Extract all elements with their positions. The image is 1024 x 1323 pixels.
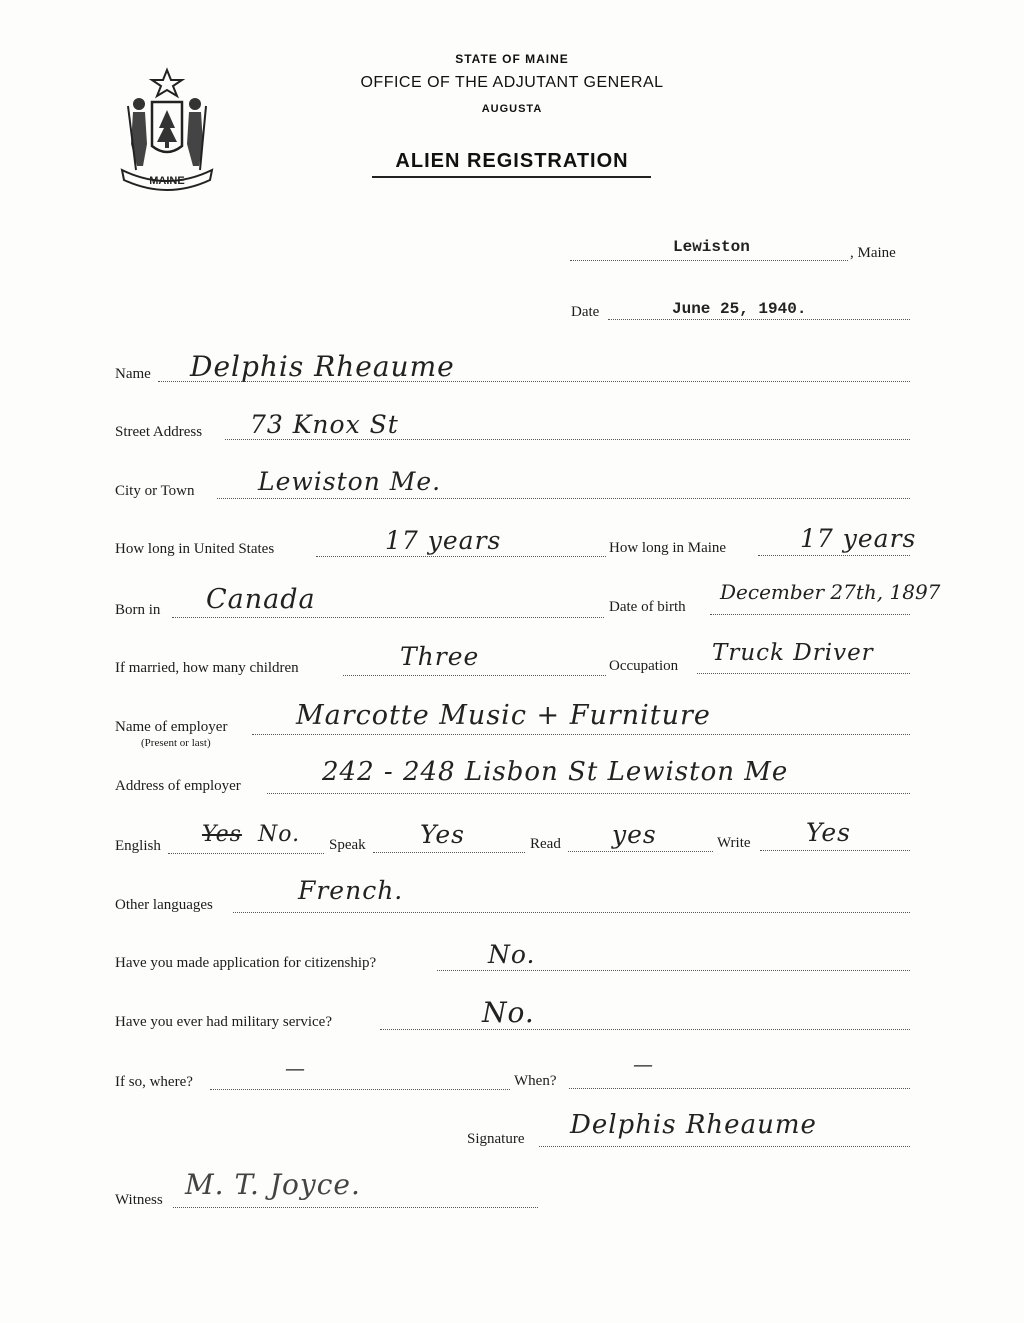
date-value: June 25, 1940. [672, 300, 807, 318]
dob-label: Date of birth [609, 599, 686, 615]
form-title: ALIEN REGISTRATION [395, 150, 629, 172]
date-label: Date [571, 304, 600, 320]
title-underline [372, 176, 651, 178]
read-label: Read [530, 836, 561, 852]
employer-address-label: Address of employer [115, 778, 241, 794]
where-value: — [285, 1056, 306, 1080]
english-value: No. [258, 822, 301, 847]
read-value: yes [612, 820, 657, 849]
occupation-label: Occupation [609, 658, 679, 674]
signature-label: Signature [467, 1131, 525, 1147]
children-value: Three [400, 642, 480, 671]
other-languages-label: Other languages [115, 897, 213, 913]
employer-value: Marcotte Music + Furniture [296, 700, 711, 731]
name-value: Delphis Rheaume [190, 350, 455, 383]
speak-label: Speak [329, 837, 366, 853]
witness-label: Witness [115, 1192, 163, 1208]
seal-text: MAINE [149, 175, 185, 187]
location-value: Lewiston [673, 238, 750, 256]
header-office: OFFICE OF THE ADJUTANT GENERAL [360, 74, 664, 91]
occupation-value: Truck Driver [712, 640, 874, 666]
citizenship-value: No. [488, 940, 536, 969]
employer-label: Name of employer [115, 719, 228, 735]
header-city: AUGUSTA [481, 103, 543, 115]
city-label: City or Town [115, 483, 195, 499]
location-state-label: , Maine [850, 245, 896, 261]
witness-value: M. T. Joyce. [185, 1168, 361, 1201]
employer-sublabel: (Present or last) [141, 737, 211, 749]
children-label: If married, how many children [115, 660, 299, 676]
when-value: — [633, 1052, 654, 1076]
born-label: Born in [115, 602, 161, 618]
write-label: Write [717, 835, 751, 851]
signature-value: Delphis Rheaume [570, 1110, 817, 1140]
city-value: Lewiston Me. [258, 467, 442, 496]
military-label: Have you ever had military service? [115, 1014, 332, 1030]
name-label: Name [115, 366, 151, 382]
maine-years-value: 17 years [800, 524, 917, 553]
maine-years-label: How long in Maine [609, 540, 727, 556]
header-state: STATE OF MAINE [455, 52, 569, 66]
other-languages-value: French. [298, 876, 404, 905]
english-struck-value: Yes [202, 822, 242, 847]
military-value: No. [482, 996, 535, 1029]
us-years-label: How long in United States [115, 541, 275, 557]
write-value: Yes [806, 818, 851, 847]
speak-value: Yes [420, 820, 465, 849]
where-label: If so, where? [115, 1074, 193, 1090]
born-value: Canada [206, 584, 316, 615]
when-label: When? [514, 1073, 557, 1089]
citizenship-label: Have you made application for citizenship? [115, 955, 377, 971]
us-years-value: 17 years [385, 526, 502, 555]
dob-value: December 27th, 1897 [720, 580, 941, 604]
employer-address-value: 242 - 248 Lisbon St Lewiston Me [322, 757, 789, 787]
english-label: English [115, 838, 161, 854]
street-label: Street Address [115, 424, 203, 440]
street-value: 73 Knox St [250, 410, 399, 439]
